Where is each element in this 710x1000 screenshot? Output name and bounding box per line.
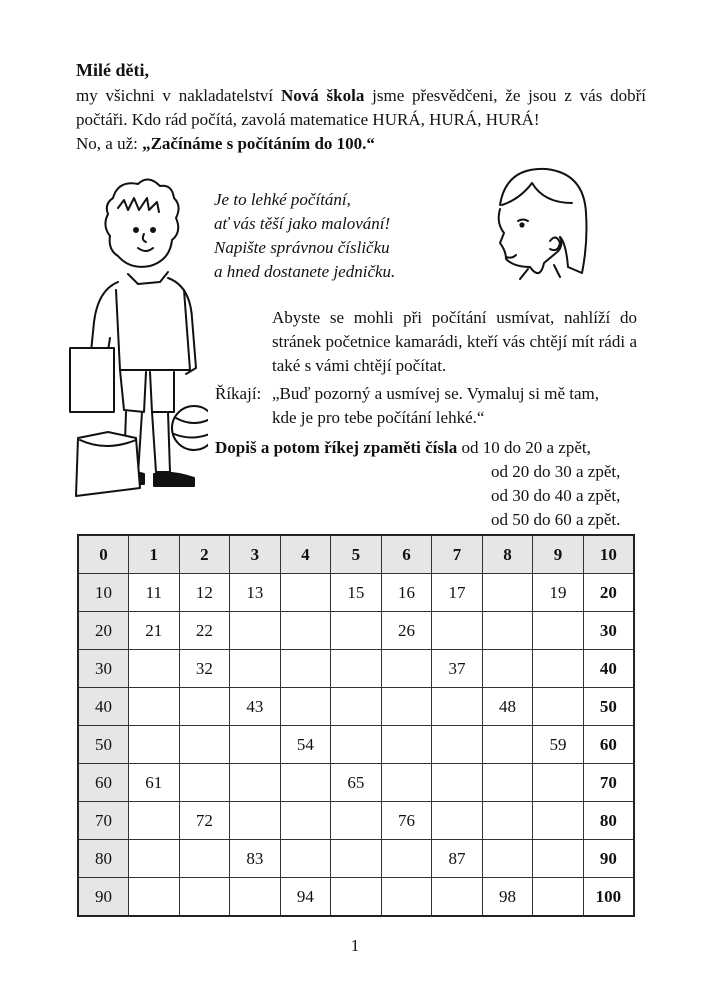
table-cell: 6 — [381, 535, 432, 574]
table-cell: 80 — [583, 802, 634, 840]
table-cell: 10 — [583, 535, 634, 574]
intro-text-c: No, a už: — [76, 134, 143, 153]
table-cell: 90 — [583, 840, 634, 878]
table-cell-blank[interactable] — [533, 612, 584, 650]
table-row — [78, 764, 634, 802]
table-cell: 0 — [78, 535, 129, 574]
poem-line: Napište správnou čísličku — [214, 238, 390, 257]
table-cell-blank[interactable] — [533, 802, 584, 840]
table-cell-blank[interactable] — [230, 802, 281, 840]
quote-text-1: „Buď pozorný a usmívej se. Vymaluj si mě tam, — [272, 384, 600, 403]
table-cell-blank[interactable] — [482, 612, 533, 650]
table-cell-blank[interactable] — [381, 764, 432, 802]
table-cell-blank[interactable] — [280, 574, 331, 612]
hundred-table — [77, 534, 635, 917]
table-cell-blank[interactable] — [482, 840, 533, 878]
table-cell: 43 — [230, 688, 281, 726]
task-range: od 30 do 40 a zpět, — [491, 486, 621, 505]
table-cell: 16 — [381, 574, 432, 612]
table-cell: 30 — [583, 612, 634, 650]
table-cell-blank[interactable] — [230, 878, 281, 917]
table-row — [78, 612, 634, 650]
table-cell-blank[interactable] — [533, 764, 584, 802]
table-cell-blank[interactable] — [432, 764, 483, 802]
table-cell-blank[interactable] — [331, 878, 382, 917]
page-number: 1 — [350, 936, 360, 955]
task-range: od 20 do 30 a zpět, — [491, 462, 621, 481]
table-cell: 60 — [583, 726, 634, 764]
table-cell-blank[interactable] — [482, 574, 533, 612]
table-cell-blank[interactable] — [280, 688, 331, 726]
table-row — [78, 688, 634, 726]
table-cell-blank[interactable] — [331, 726, 382, 764]
table-cell: 15 — [331, 574, 382, 612]
table-cell: 17 — [432, 574, 483, 612]
publisher-name: Nová škola — [280, 86, 365, 105]
table-row — [78, 840, 634, 878]
table-cell-blank[interactable] — [129, 878, 180, 917]
table-cell: 70 — [78, 802, 129, 840]
table-cell: 2 — [179, 535, 230, 574]
table-cell-blank[interactable] — [179, 726, 230, 764]
table-cell: 87 — [432, 840, 483, 878]
table-cell-blank[interactable] — [432, 878, 483, 917]
intro-paragraph — [76, 84, 646, 156]
table-cell: 59 — [533, 726, 584, 764]
table-row — [78, 878, 634, 917]
intro-text-b: jsme přesvědčeni, že jsou z vás dobří počtáři. Kdo rád počítá, zavolá matematice HURÁ, HURÁ, HURÁ! — [76, 86, 646, 129]
table-cell-blank[interactable] — [331, 840, 382, 878]
table-cell-blank[interactable] — [381, 726, 432, 764]
table-cell-blank[interactable] — [179, 764, 230, 802]
table-cell-blank[interactable] — [432, 612, 483, 650]
table-cell: 80 — [78, 840, 129, 878]
table-cell-blank[interactable] — [381, 840, 432, 878]
table-cell: 4 — [280, 535, 331, 574]
table-cell-blank[interactable] — [533, 688, 584, 726]
table-cell-blank[interactable] — [280, 764, 331, 802]
table-cell: 98 — [482, 878, 533, 917]
poem-line: Je to lehké počítání, — [214, 190, 351, 209]
table-cell-blank[interactable] — [280, 840, 331, 878]
table-cell-blank[interactable] — [230, 726, 281, 764]
table-cell-blank[interactable] — [482, 764, 533, 802]
table-cell: 40 — [583, 650, 634, 688]
table-cell-blank[interactable] — [482, 802, 533, 840]
quote-text-2: kde je pro tebe počítání lehké.“ — [272, 408, 485, 427]
table-cell-blank[interactable] — [179, 840, 230, 878]
table-row — [78, 574, 634, 612]
table-cell-blank[interactable] — [432, 726, 483, 764]
table-cell-blank[interactable] — [129, 650, 180, 688]
table-cell-blank[interactable] — [533, 878, 584, 917]
table-cell-blank[interactable] — [280, 650, 331, 688]
table-cell: 100 — [583, 878, 634, 917]
table-cell: 9 — [533, 535, 584, 574]
poem-line: a hned dostanete jedničku. — [214, 262, 396, 281]
friends-paragraph: Abyste se mohli při počítání usmívat, nahlíží do stránek početnice kamarádi, kteří vás chtějí mít rádi a také s vámi chtějí počítat. — [272, 308, 637, 375]
table-cell: 65 — [331, 764, 382, 802]
table-cell-blank[interactable] — [230, 650, 281, 688]
table-cell-blank[interactable] — [179, 688, 230, 726]
table-cell: 72 — [179, 802, 230, 840]
table-cell: 5 — [331, 535, 382, 574]
table-cell: 54 — [280, 726, 331, 764]
table-cell-blank[interactable] — [533, 840, 584, 878]
table-cell: 7 — [432, 535, 483, 574]
table-cell-blank[interactable] — [381, 878, 432, 917]
table-cell: 10 — [78, 574, 129, 612]
table-cell: 90 — [78, 878, 129, 917]
table-cell-blank[interactable] — [432, 802, 483, 840]
boy-illustration — [58, 178, 208, 518]
task-range: od 10 do 20 a zpět, — [461, 438, 591, 457]
girl-illustration — [488, 165, 588, 280]
table-cell: 76 — [381, 802, 432, 840]
table-cell-blank[interactable] — [432, 688, 483, 726]
table-cell: 50 — [583, 688, 634, 726]
table-cell-blank[interactable] — [381, 688, 432, 726]
table-cell-blank[interactable] — [533, 650, 584, 688]
table-cell-blank[interactable] — [129, 726, 180, 764]
table-cell: 20 — [583, 574, 634, 612]
table-cell: 21 — [129, 612, 180, 650]
table-cell-blank[interactable] — [381, 650, 432, 688]
table-cell: 83 — [230, 840, 281, 878]
table-cell: 30 — [78, 650, 129, 688]
table-cell: 94 — [280, 878, 331, 917]
task-range: od 50 do 60 a zpět. — [491, 510, 621, 529]
quote-label: Říkají: — [215, 384, 262, 403]
table-cell-blank[interactable] — [331, 612, 382, 650]
table-cell-blank[interactable] — [280, 802, 331, 840]
table-cell: 1 — [129, 535, 180, 574]
table-cell-blank[interactable] — [331, 688, 382, 726]
table-cell-blank[interactable] — [230, 612, 281, 650]
task-instructions — [215, 436, 640, 532]
quote-block — [215, 382, 640, 430]
table-cell: 70 — [583, 764, 634, 802]
table-cell: 48 — [482, 688, 533, 726]
table-row — [78, 535, 634, 574]
table-cell: 3 — [230, 535, 281, 574]
table-cell-blank[interactable] — [331, 802, 382, 840]
book-title: „Začínáme s počítáním do 100.“ — [142, 134, 375, 153]
table-row — [78, 802, 634, 840]
table-cell: 26 — [381, 612, 432, 650]
table-cell-blank[interactable] — [129, 802, 180, 840]
table-cell: 37 — [432, 650, 483, 688]
task-title: Dopiš a potom říkej zpaměti čísla — [215, 438, 458, 457]
table-cell: 50 — [78, 726, 129, 764]
intro-text-a: my všichni v nakladatelství — [76, 86, 281, 105]
table-cell-blank[interactable] — [129, 840, 180, 878]
table-cell: 32 — [179, 650, 230, 688]
table-cell-blank[interactable] — [129, 688, 180, 726]
table-cell: 13 — [230, 574, 281, 612]
table-row — [78, 726, 634, 764]
poem — [214, 188, 395, 284]
greeting: Milé děti, — [76, 60, 149, 80]
table-cell-blank[interactable] — [280, 612, 331, 650]
table-cell-blank[interactable] — [230, 764, 281, 802]
table-cell-blank[interactable] — [179, 878, 230, 917]
table-cell-blank[interactable] — [482, 650, 533, 688]
table-cell: 8 — [482, 535, 533, 574]
table-cell-blank[interactable] — [482, 726, 533, 764]
table-cell: 19 — [533, 574, 584, 612]
table-cell: 61 — [129, 764, 180, 802]
table-cell-blank[interactable] — [331, 650, 382, 688]
table-row — [78, 650, 634, 688]
table-cell: 12 — [179, 574, 230, 612]
table-cell: 20 — [78, 612, 129, 650]
table-cell: 60 — [78, 764, 129, 802]
table-cell: 11 — [129, 574, 180, 612]
table-cell: 40 — [78, 688, 129, 726]
poem-line: ať vás těší jako malování! — [214, 214, 391, 233]
table-cell: 22 — [179, 612, 230, 650]
